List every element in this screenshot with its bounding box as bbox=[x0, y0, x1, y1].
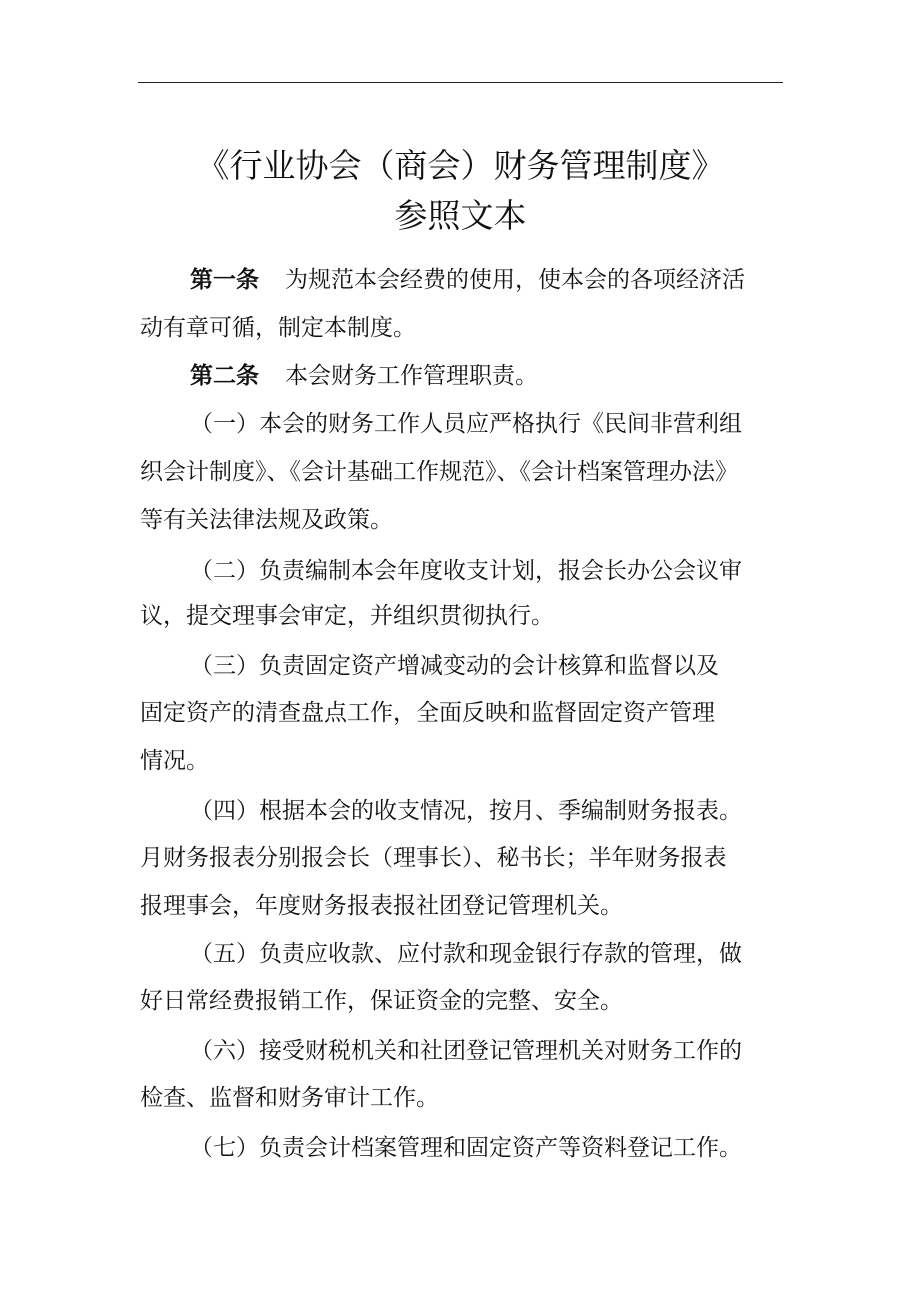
item-3-line-1: （三）负责固定资产增减变动的会计核算和监督以及 bbox=[190, 653, 719, 679]
item-4-line-1: （四）根据本会的收支情况，按月、季编制财务报表。 bbox=[190, 798, 742, 824]
article-1-line-2: 动有章可循，制定本制度。 bbox=[140, 315, 416, 341]
article-2-line-1 bbox=[190, 361, 835, 391]
item-4-line-3: 报理事会，年度财务报表报社团登记管理机关。 bbox=[140, 893, 623, 919]
article-2-text: 本会财务工作管理职责。 bbox=[285, 363, 538, 389]
item-2-line-2: 议，提交理事会审定，并组织贯彻执行。 bbox=[140, 603, 554, 629]
item-1-line-2: 织会计制度》、《会计基础工作规范》、《会计档案管理办法》 bbox=[140, 459, 738, 485]
header-rule bbox=[138, 82, 783, 83]
item-1-line-3: 等有关法律法规及政策。 bbox=[140, 507, 393, 533]
item-5-line-1: （五）负责应收款、应付款和现金银行存款的管理，做 bbox=[190, 941, 742, 967]
article-1-line-1 bbox=[190, 265, 835, 295]
item-2-line-1: （二）负责编制本会年度收支计划，报会长办公会议审 bbox=[190, 558, 742, 584]
item-1-line-1: （一）本会的财务工作人员应严格执行《民间非营利组 bbox=[190, 411, 742, 437]
article-1-label: 第一条 bbox=[190, 267, 259, 293]
item-6-line-2: 检查、监督和财务审计工作。 bbox=[140, 1085, 439, 1111]
item-4-line-2: 月财务报表分别报会长（理事长）、秘书长；半年财务报表 bbox=[140, 845, 727, 871]
item-6-line-1: （六）接受财税机关和社团登记管理机关对财务工作的 bbox=[190, 1038, 742, 1064]
document-subtitle: 参照文本 bbox=[394, 196, 527, 235]
article-1-text: 为规范本会经费的使用，使本会的各项经济活 bbox=[285, 267, 745, 293]
item-3-line-2: 固定资产的清查盘点工作，全面反映和监督固定资产管理 bbox=[140, 700, 715, 726]
item-5-line-2: 好日常经费报销工作，保证资金的完整、安全。 bbox=[140, 988, 623, 1014]
article-2-label: 第二条 bbox=[190, 363, 259, 389]
document-title: 《行业协会（商会）财务管理制度》 bbox=[196, 146, 725, 185]
item-7-line-1: （七）负责会计档案管理和固定资产等资料登记工作。 bbox=[190, 1135, 742, 1161]
item-3-line-3: 情况。 bbox=[140, 748, 209, 774]
